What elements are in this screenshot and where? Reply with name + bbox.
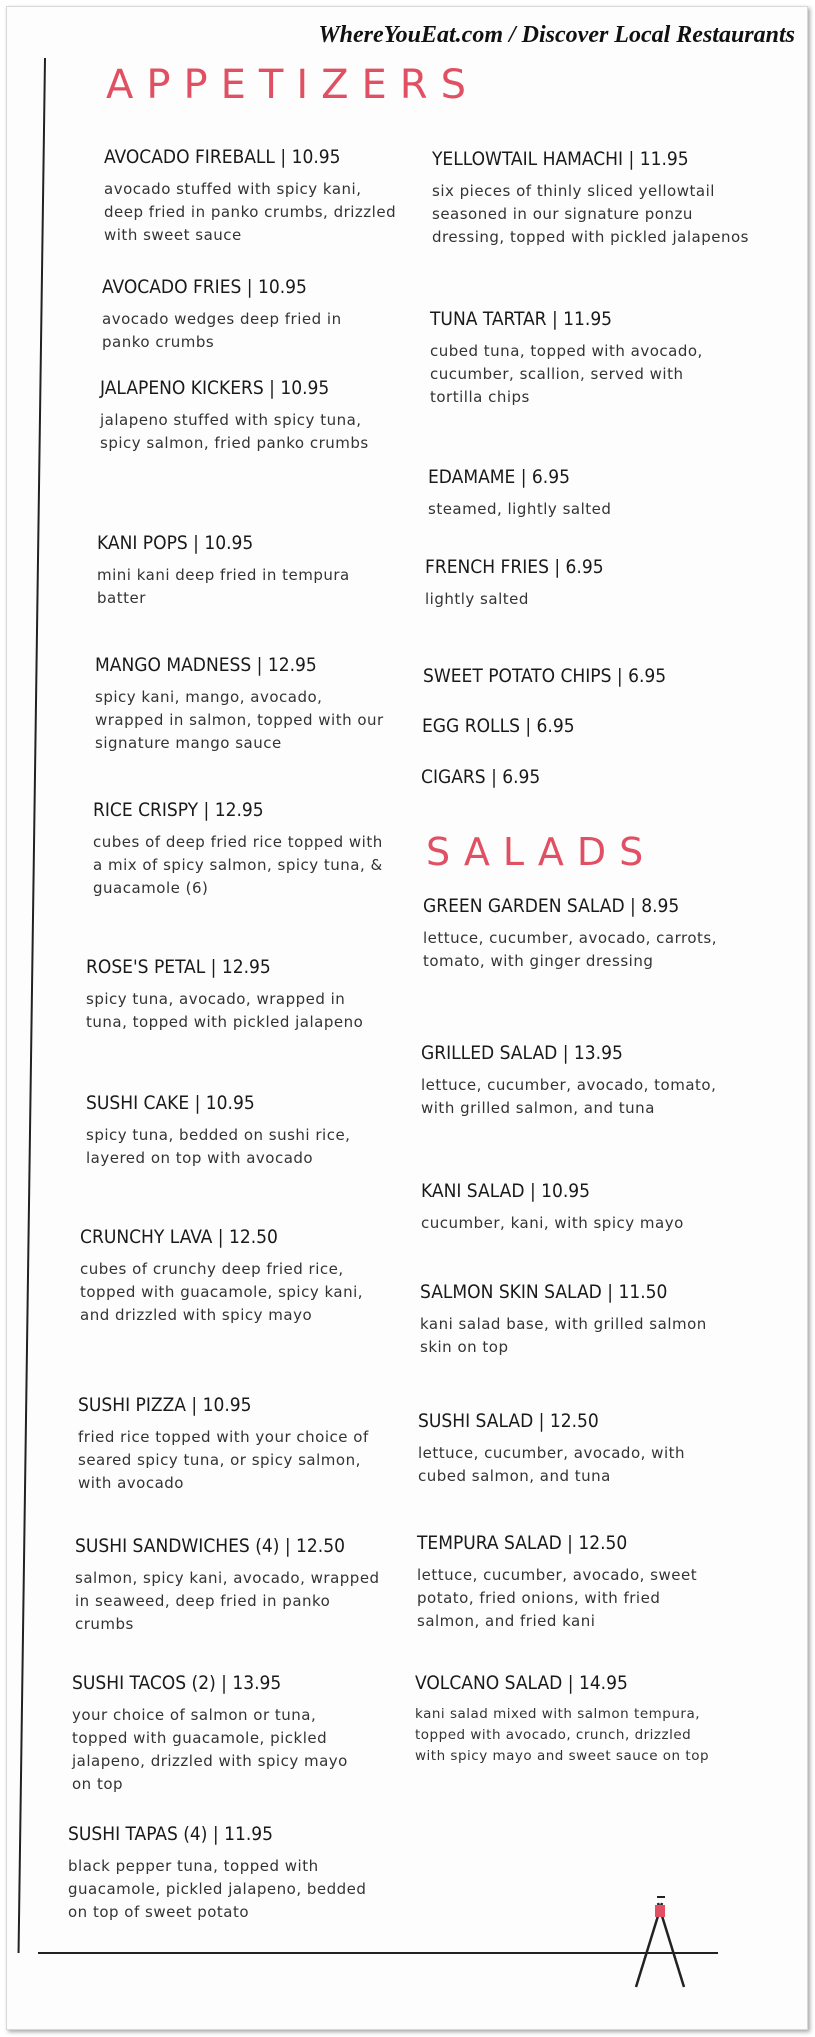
appetizers-title: APPETIZERS: [106, 62, 479, 108]
item-name: CRUNCHY LAVA | 12.50: [80, 1226, 278, 1248]
item-description: fried rice topped with your choice of seared spicy tuna, or spicy salmon, with avocado: [78, 1428, 369, 1492]
menu-item: [417, 1532, 717, 1633]
item-name: AVOCADO FRIES | 10.95: [102, 276, 307, 298]
site-banner[interactable]: WhereYouEat.com / Discover Local Restaurants: [318, 22, 795, 48]
menu-item: [75, 1535, 385, 1636]
item-name: KANI SALAD | 10.95: [421, 1180, 591, 1202]
item-name: TUNA TARTAR | 11.95: [430, 308, 613, 330]
item-name: SUSHI CAKE | 10.95: [86, 1092, 255, 1114]
item-name: SUSHI SANDWICHES (4) | 12.50: [75, 1535, 345, 1557]
menu-item: [102, 276, 382, 354]
item-name: SUSHI TAPAS (4) | 11.95: [68, 1823, 274, 1845]
item-description: lightly salted: [425, 590, 529, 608]
item-name: CIGARS | 6.95: [421, 766, 541, 788]
item-description: avocado stuffed with spicy kani, deep fried in panko crumbs, drizzled with sweet sauce: [104, 180, 397, 244]
menu-item: [425, 556, 725, 611]
chopsticks-icon: [630, 1895, 690, 1990]
menu-item: [428, 466, 728, 521]
item-name: GREEN GARDEN SALAD | 8.95: [423, 895, 680, 917]
item-description: lettuce, cucumber, avocado, sweet potato, fried onions, with fried salmon, and fried kani: [417, 1566, 698, 1630]
item-name: TEMPURA SALAD | 12.50: [417, 1532, 628, 1554]
menu-item: [86, 956, 386, 1034]
item-name: SUSHI TACOS (2) | 13.95: [72, 1672, 282, 1694]
menu-item: [104, 146, 404, 247]
item-name: JALAPENO KICKERS | 10.95: [100, 377, 330, 399]
item-name: SUSHI SALAD | 12.50: [418, 1410, 599, 1432]
item-description: avocado wedges deep fried in panko crumbs: [102, 310, 342, 351]
item-description: your choice of salmon or tuna, topped with guacamole, pickled jalapeno, drizzled with spicy mayo on top: [72, 1706, 348, 1793]
item-name: SWEET POTATO CHIPS | 6.95: [423, 665, 667, 687]
item-description: jalapeno stuffed with spicy tuna, spicy salmon, fried panko crumbs: [100, 411, 369, 452]
item-name: EGG ROLLS | 6.95: [422, 715, 575, 737]
menu-item: [421, 766, 721, 788]
item-description: lettuce, cucumber, avocado, tomato, with grilled salmon, and tuna: [421, 1076, 717, 1117]
item-description: spicy tuna, bedded on sushi rice, layered on top with avocado: [86, 1126, 351, 1167]
item-description: cubes of deep fried rice topped with a mix of spicy salmon, spicy tuna, & guacamole (6): [93, 833, 383, 897]
menu-item: [430, 308, 730, 409]
item-description: black pepper tuna, topped with guacamole, pickled jalapeno, bedded on top of sweet potato: [68, 1857, 367, 1921]
menu-item: [93, 799, 393, 900]
item-name: VOLCANO SALAD | 14.95: [415, 1672, 628, 1694]
item-description: kani salad mixed with salmon tempura, topped with avocado, crunch, drizzled with spicy mayo and sweet sauce on top: [415, 1706, 710, 1764]
item-name: KANI POPS | 10.95: [97, 532, 254, 554]
menu-item: [418, 1410, 718, 1488]
item-name: YELLOWTAIL HAMACHI | 11.95: [432, 148, 689, 170]
menu-item: [423, 895, 723, 973]
menu-item: [415, 1672, 725, 1767]
item-name: SUSHI PIZZA | 10.95: [78, 1394, 252, 1416]
item-name: FRENCH FRIES | 6.95: [425, 556, 604, 578]
menu-item: [421, 1042, 721, 1120]
item-description: mini kani deep fried in tempura batter: [97, 566, 350, 607]
menu-item: [68, 1823, 378, 1924]
menu-item: [432, 148, 752, 249]
item-name: EDAMAME | 6.95: [428, 466, 570, 488]
menu-item: [97, 532, 387, 610]
menu-item: [72, 1672, 372, 1796]
item-description: cubes of crunchy deep fried rice, topped with guacamole, spicy kani, and drizzled with spicy mayo: [80, 1260, 364, 1324]
item-description: cucumber, kani, with spicy mayo: [421, 1214, 684, 1232]
menu-item: [100, 377, 400, 455]
menu-item: [420, 1281, 720, 1359]
item-description: steamed, lightly salted: [428, 500, 612, 518]
item-name: MANGO MADNESS | 12.95: [95, 654, 317, 676]
item-name: SALMON SKIN SALAD | 11.50: [420, 1281, 668, 1303]
item-description: six pieces of thinly sliced yellowtail seasoned in our signature ponzu dressing, topped with pickled jalapenos: [432, 182, 749, 246]
menu-item: [423, 665, 743, 687]
salads-title: SALADS: [426, 830, 657, 874]
item-description: spicy tuna, avocado, wrapped in tuna, topped with pickled jalapeno: [86, 990, 364, 1031]
item-description: salmon, spicy kani, avocado, wrapped in seaweed, deep fried in panko crumbs: [75, 1569, 380, 1633]
menu-item: [421, 1180, 751, 1235]
item-name: AVOCADO FIREBALL | 10.95: [104, 146, 341, 168]
menu-item: [422, 715, 722, 737]
menu-item: [86, 1092, 356, 1170]
menu-item: [95, 654, 395, 755]
bottom-rule: [38, 1952, 718, 1954]
menu-item: [78, 1394, 378, 1495]
item-name: RICE CRISPY | 12.95: [93, 799, 264, 821]
item-description: cubed tuna, topped with avocado, cucumber, scallion, served with tortilla chips: [430, 342, 703, 406]
menu-item: [80, 1226, 390, 1327]
item-description: spicy kani, mango, avocado, wrapped in salmon, topped with our signature mango sauce: [95, 688, 384, 752]
item-description: lettuce, cucumber, avocado, carrots, tomato, with ginger dressing: [423, 929, 717, 970]
item-description: lettuce, cucumber, avocado, with cubed salmon, and tuna: [418, 1444, 685, 1485]
item-description: kani salad base, with grilled salmon skin on top: [420, 1315, 707, 1356]
item-name: GRILLED SALAD | 13.95: [421, 1042, 623, 1064]
item-name: ROSE'S PETAL | 12.95: [86, 956, 271, 978]
